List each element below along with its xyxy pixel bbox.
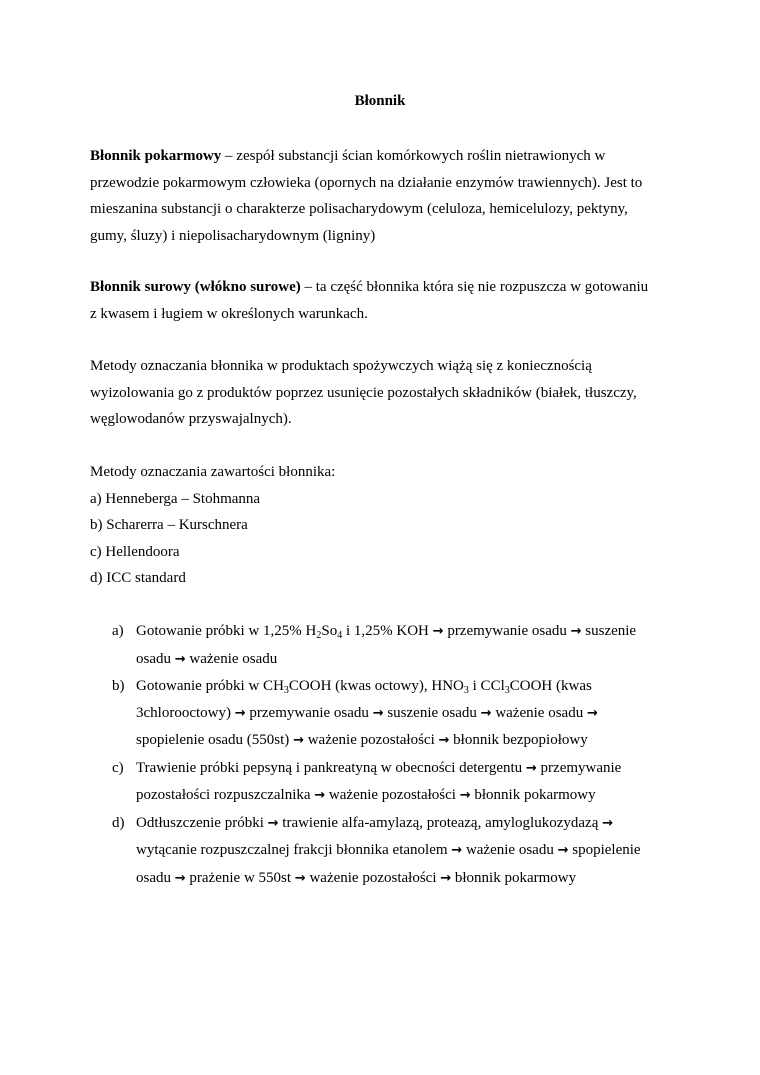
text-line: osadu → ważenie osadu [136, 650, 278, 667]
text-line: spopielenie osadu (550st) → ważenie pozostałości → błonnik bezpopiołowy [136, 732, 588, 748]
text-line: z kwasem i ługiem w określonych warunkach. [90, 305, 368, 322]
term-crude-fiber: Błonnik surowy (włókno surowe) [90, 279, 301, 295]
definition-text: – zespół substancji ścian komórkowych roślin nietrawionych w [221, 148, 606, 164]
arrow-icon: → [294, 870, 306, 886]
procedure-c [90, 755, 690, 810]
arrow-icon: → [451, 843, 463, 858]
method-item: c) Hellendoora [90, 543, 180, 560]
list-marker: c) [112, 759, 124, 776]
procedure-d [90, 810, 690, 893]
paragraph-crude-fiber [90, 274, 680, 327]
list-marker: a) [112, 623, 124, 639]
procedure-list [90, 618, 690, 892]
arrow-icon: → [480, 705, 492, 721]
text-line [90, 143, 680, 170]
text-line: Metody oznaczania błonnika w produktach spożywczych wiążą się z koniecznością [90, 358, 592, 374]
text-line: mieszanina substancji o charakterze polisacharydowym (celuloza, hemicelulozy, pektyny, [90, 201, 628, 217]
arrow-icon: → [372, 705, 384, 721]
method-item: a) Henneberga – Stohmanna [90, 490, 261, 507]
text-line: wyizolowania go z produktów poprzez usunięcie pozostałych składników (białek, tłuszczy, [90, 384, 637, 401]
list-marker: d) [112, 814, 125, 831]
arrow-icon: → [314, 788, 326, 803]
text-line: wytącanie rozpuszczalnej frakcji błonnika etanolem → ważenie osadu → spopielenie [136, 842, 641, 858]
arrow-icon: → [440, 870, 452, 886]
text-line: Gotowanie próbki w $CH_3COOH$ (kwas octowy), $HNO_3$ i CCl$_3$COOH (kwas [136, 678, 592, 696]
text-line: Gotowanie próbki w 1,25% $H_2So_4$ i 1,25% KOH → przemywanie osadu → suszenie [136, 623, 637, 641]
definition-text: – ta część błonnika która się nie rozpuszcza w gotowaniu [300, 279, 649, 295]
text-line: węglowodanów przyswajalnych). [90, 411, 292, 427]
arrow-icon: → [174, 870, 186, 886]
arrow-icon: → [293, 733, 304, 748]
arrow-icon: → [525, 760, 537, 776]
list-marker: b) [112, 678, 125, 694]
arrow-icon: → [267, 815, 279, 831]
text-line: pozostałości rozpuszczalnika → ważenie pozostałości → błonnik pokarmowy [136, 787, 596, 803]
text-line: Trawienie próbki pepsyną i pankreatyną w obecności detergentu → przemywanie [136, 759, 622, 776]
text-line: gumy, śluzy) i niepolisacharydownym (ligniny) [90, 227, 376, 244]
arrow-icon: → [438, 733, 450, 748]
method-item: b) Scharerra – Kurschnera [90, 517, 248, 533]
method-item: d) ICC standard [90, 570, 186, 586]
methods-heading: Metody oznaczania zawartości błonnika: [90, 464, 336, 480]
procedure-a [90, 618, 690, 673]
text-line: osadu → prażenie w 550st → ważenie pozostałości → błonnik pokarmowy [136, 869, 577, 886]
arrow-icon: → [459, 788, 471, 803]
arrow-icon: → [570, 624, 582, 639]
text-line: 3chlorooctowy) → przemywanie osadu → suszenie osadu → ważenie osadu → [136, 704, 598, 721]
paragraph-dietary-fiber [90, 143, 680, 249]
document-title: Błonnik [354, 93, 406, 109]
arrow-icon: → [174, 651, 186, 667]
procedure-b [90, 673, 690, 755]
paragraph-methods-intro [90, 353, 680, 433]
methods-list [90, 459, 680, 592]
arrow-icon: → [234, 705, 246, 721]
text-line: Odtłuszczenie próbki → trawienie alfa-amylazą, proteazą, amyloglukozydazą → [136, 814, 614, 831]
arrow-icon: → [432, 624, 444, 639]
text-line: przewodzie pokarmowym człowieka (opornych na działanie enzymów trawiennych). Jest to [90, 174, 643, 191]
arrow-icon: → [586, 705, 598, 721]
arrow-icon: → [557, 843, 569, 858]
term-dietary-fiber: Błonnik pokarmowy [90, 148, 222, 164]
arrow-icon: → [602, 815, 614, 831]
text-line [90, 274, 680, 301]
